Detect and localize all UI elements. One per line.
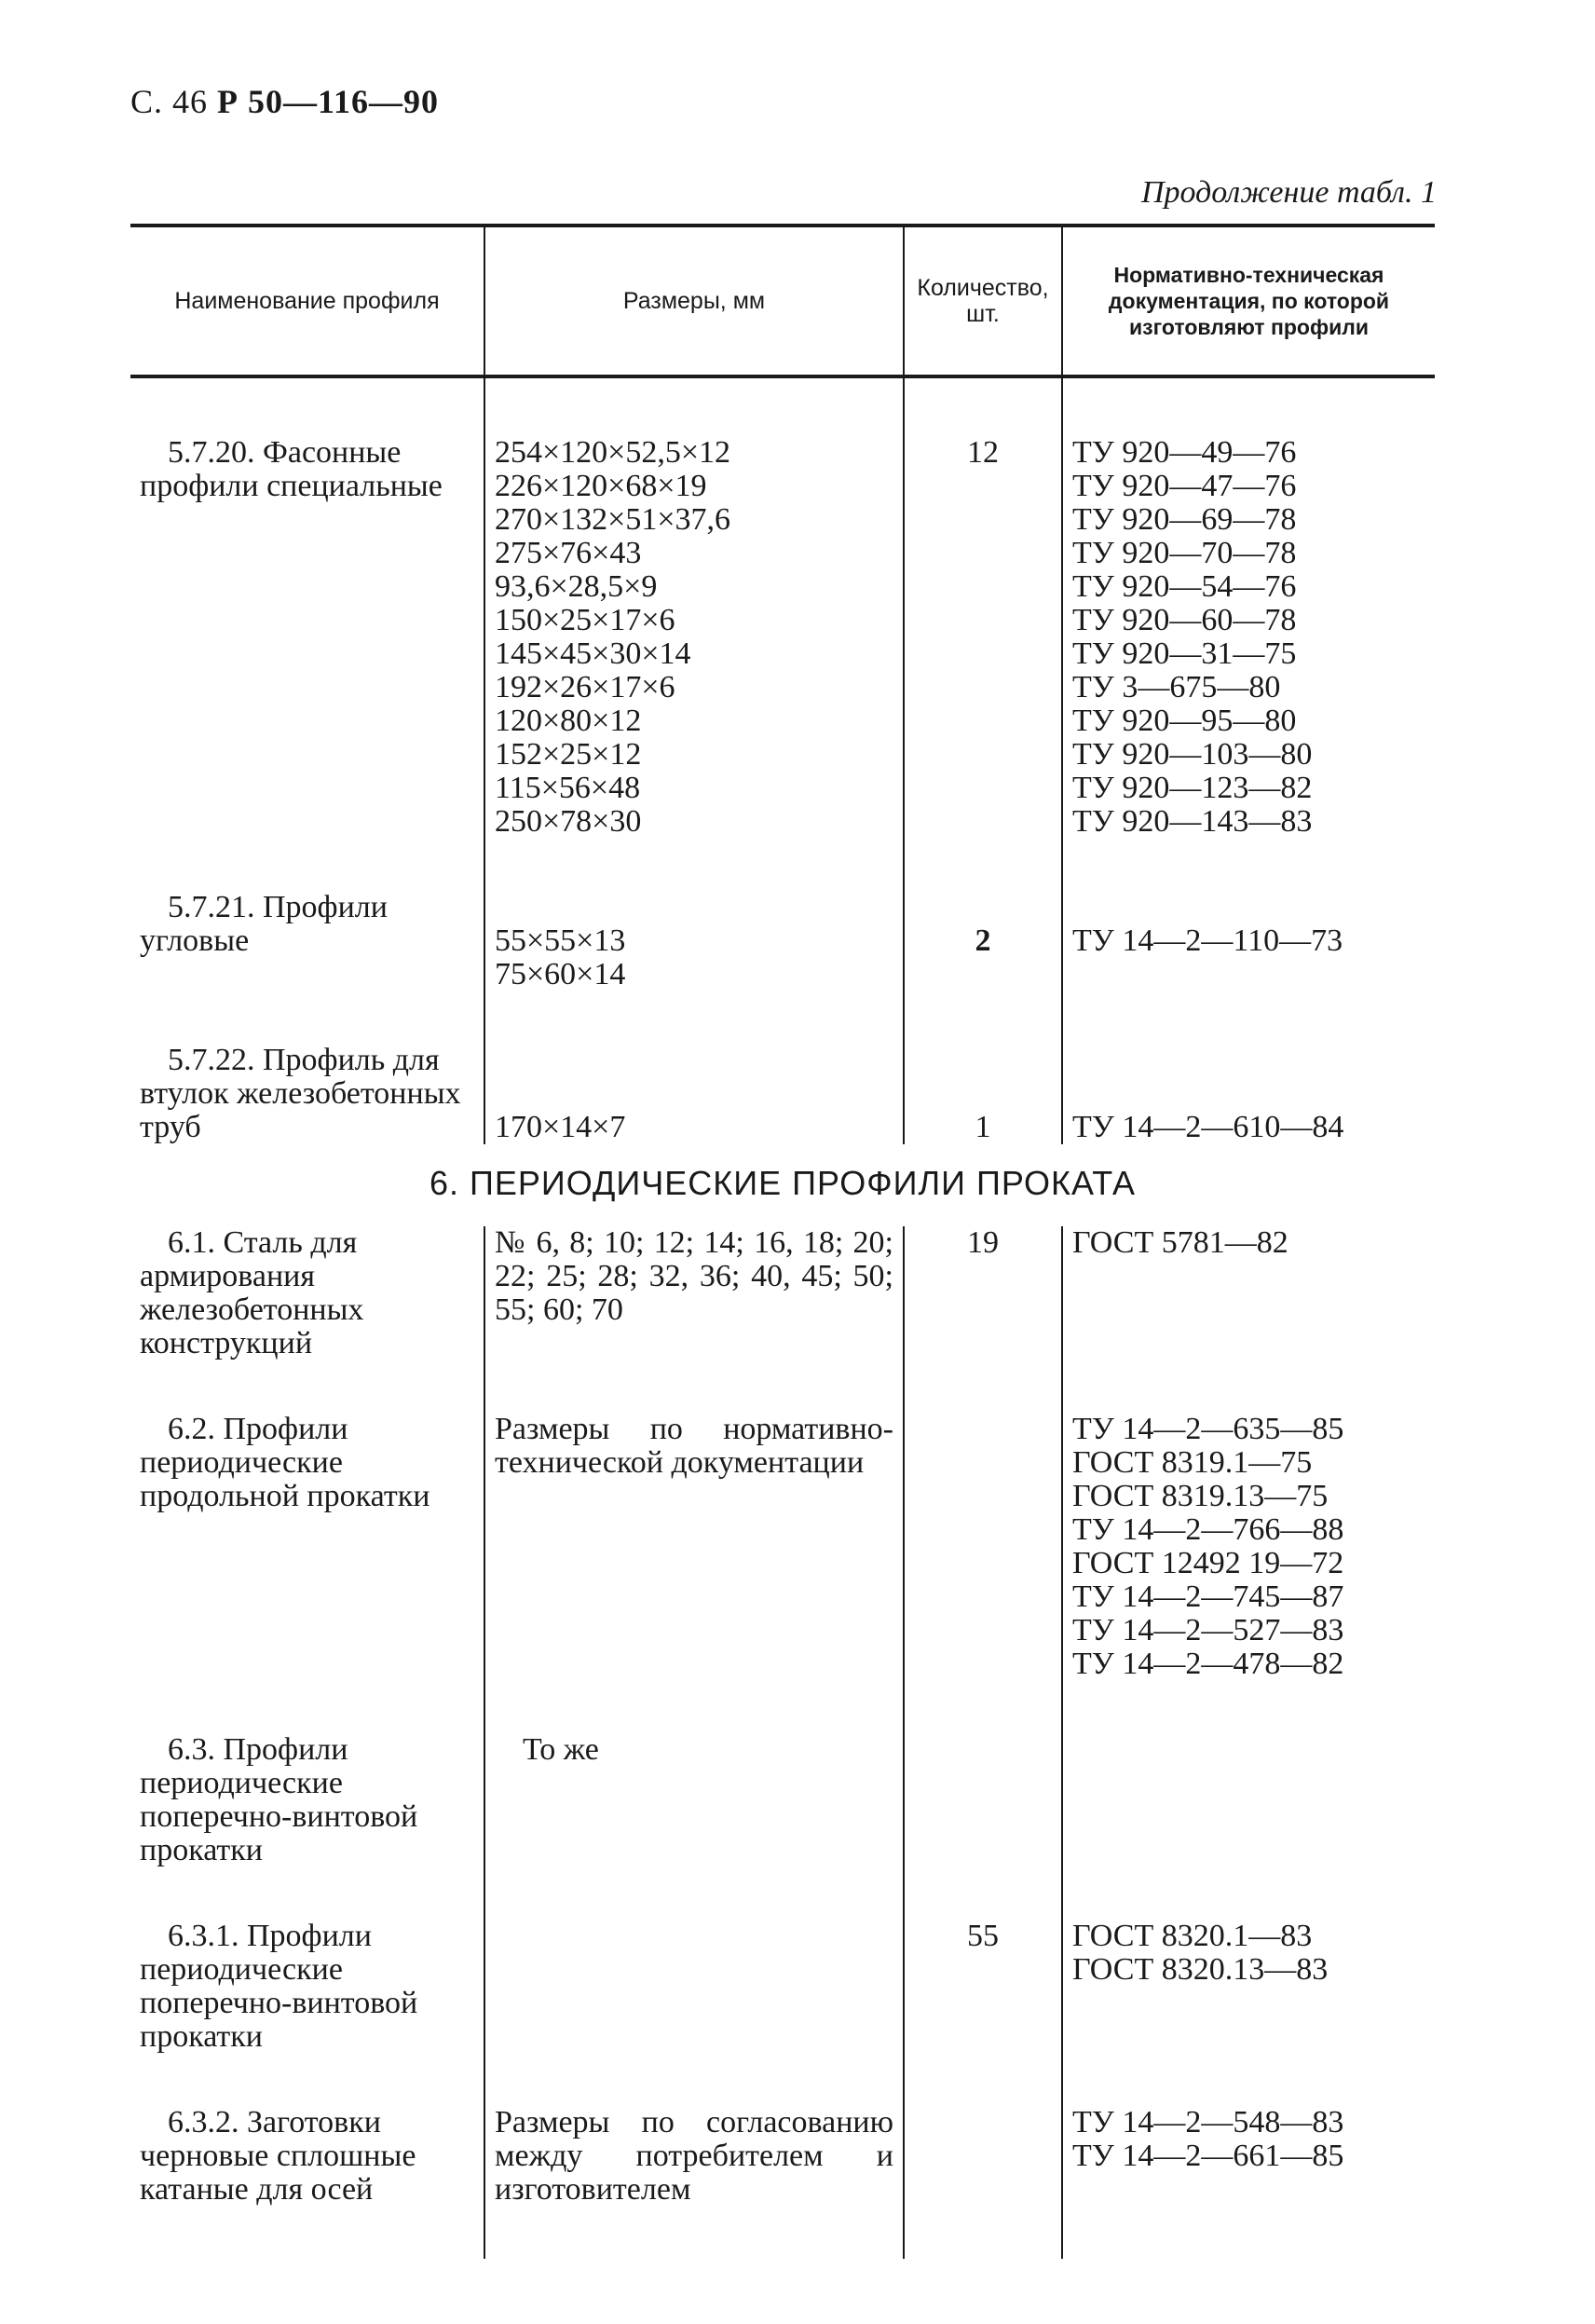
- sizes-text: Размеры по согласованию между потребителем и изготовителем: [495, 2105, 893, 2207]
- list-line: ТУ 920—103—80: [1072, 737, 1313, 772]
- profile-name: 6.3. Профили периодические поперечно-винтовой прокатки: [140, 1732, 418, 1867]
- docs-list: [1072, 2106, 1425, 2173]
- list-line: ТУ 14—2—110—73: [1072, 923, 1343, 958]
- list-line: 270×132×51×37,6: [495, 502, 731, 537]
- list-line: ТУ 920—70—78: [1072, 536, 1297, 570]
- list-line: ГОСТ 8320.1—83: [1072, 1919, 1313, 1953]
- list-line: 55×55×13: [495, 923, 626, 958]
- docs-list: [1072, 1413, 1425, 1681]
- sizes-text: То же: [523, 1732, 599, 1767]
- list-line: ТУ 920—49—76: [1072, 435, 1297, 470]
- header-quantity: Количество, шт.: [904, 226, 1062, 376]
- profile-name: 6.3.1. Профили периодические поперечно-винтовой прокатки: [140, 1919, 418, 2054]
- profile-name: 6.1. Сталь для армирования железобетонных конструкций: [140, 1225, 364, 1360]
- profile-name: 6.3.2. Заготовки черновые сплошные катаные для осей: [140, 2105, 416, 2207]
- header-profile-name: Наименование профиля: [130, 226, 484, 376]
- list-line: 192×26×17×6: [495, 670, 675, 704]
- quantity: 1: [975, 1110, 991, 1144]
- docs-list: [1072, 436, 1425, 839]
- docs-list: [1072, 1920, 1425, 1987]
- table-row: [130, 1733, 1435, 1867]
- list-line: ТУ 14—2—610—84: [1072, 1110, 1344, 1144]
- list-line: ТУ 14—2—745—87: [1072, 1579, 1344, 1614]
- list-line: ТУ 920—60—78: [1072, 603, 1297, 637]
- list-line: ТУ 920—31—75: [1072, 636, 1297, 671]
- list-line: ТУ 3—675—80: [1072, 670, 1281, 704]
- section-title: 6. ПЕРИОДИЧЕСКИЕ ПРОФИЛИ ПРОКАТА: [429, 1164, 1137, 1202]
- profiles-table: [130, 224, 1435, 2259]
- list-line: ГОСТ 8319.13—75: [1072, 1479, 1329, 1513]
- page-number: С. 46: [130, 83, 209, 120]
- profile-name: 5.7.20. Фасонные профили специальные: [140, 435, 443, 503]
- table-header-row: [130, 226, 1435, 376]
- list-line: 115×56×48: [495, 771, 641, 805]
- table-continuation-note: Продолжение табл. 1: [1140, 175, 1437, 210]
- list-line: ТУ 920—47—76: [1072, 469, 1297, 503]
- list-line: ГОСТ 5781—82: [1072, 1225, 1288, 1260]
- list-line: 250×78×30: [495, 804, 642, 839]
- list-line: ТУ 14—2—635—85: [1072, 1412, 1344, 1446]
- list-line: ГОСТ 12492 19—72: [1072, 1546, 1344, 1580]
- list-line: ТУ 14—2—478—82: [1072, 1647, 1344, 1681]
- list-line: 170×14×7: [495, 1110, 626, 1144]
- list-line: 93,6×28,5×9: [495, 569, 658, 604]
- list-line: ТУ 14—2—527—83: [1072, 1613, 1344, 1647]
- table-row: [130, 1226, 1435, 1360]
- list-line: 120×80×12: [495, 704, 642, 738]
- header-documentation: Нормативно-техническая документация, по которой изготовляют профили: [1062, 226, 1435, 376]
- list-line: ТУ 920—69—78: [1072, 502, 1297, 537]
- list-line: 226×120×68×19: [495, 469, 707, 503]
- list-line: 150×25×17×6: [495, 603, 675, 637]
- docs-list: [1072, 924, 1425, 958]
- list-line: ГОСТ 8320.13—83: [1072, 1952, 1329, 1987]
- list-line: 152×25×12: [495, 737, 642, 772]
- list-line: ТУ 920—123—82: [1072, 771, 1313, 805]
- list-line: ГОСТ 8319.1—75: [1072, 1445, 1313, 1480]
- table-row: [130, 1920, 1435, 2054]
- list-line: ТУ 920—143—83: [1072, 804, 1313, 839]
- table-row: [130, 891, 1435, 991]
- list-line: ТУ 14—2—766—88: [1072, 1512, 1344, 1547]
- profile-name: 5.7.22. Профиль для втулок железобетонных труб: [140, 1043, 461, 1144]
- list-line: 275×76×43: [495, 536, 642, 570]
- profile-name: 5.7.21. Профили угловые: [140, 890, 388, 958]
- list-line: ТУ 14—2—548—83: [1072, 2105, 1344, 2139]
- header-sizes: Размеры, мм: [484, 226, 904, 376]
- docs-list: [1072, 1111, 1425, 1144]
- list-line: 75×60×14: [495, 957, 626, 991]
- docs-list: [1072, 1226, 1425, 1260]
- table-row: [130, 436, 1435, 839]
- sizes-list: [495, 1111, 893, 1144]
- table-row: [130, 1044, 1435, 1144]
- quantity: 12: [967, 435, 999, 470]
- list-line: ТУ 920—54—76: [1072, 569, 1297, 604]
- sizes-list: [495, 436, 893, 839]
- document-code: Р 50—116—90: [217, 83, 440, 120]
- sizes-list: [495, 924, 893, 991]
- section-heading-row: [130, 1144, 1435, 1226]
- quantity: 2: [975, 923, 991, 958]
- list-line: ТУ 920—95—80: [1072, 704, 1297, 738]
- profile-name: 6.2. Профили периодические продольной прокатки: [140, 1412, 430, 1513]
- table-row: [130, 2106, 1435, 2207]
- page-header: [130, 82, 439, 121]
- sizes-text: Размеры по нормативно-технической документации: [495, 1412, 893, 1480]
- list-line: ТУ 14—2—661—85: [1072, 2139, 1344, 2173]
- sizes-text: № 6, 8; 10; 12; 14; 16, 18; 20; 22; 25; 28; 32, 36; 40, 45; 50; 55; 60; 70: [495, 1225, 893, 1327]
- table-row: [130, 1413, 1435, 1681]
- quantity: 55: [967, 1919, 999, 1953]
- list-line: 145×45×30×14: [495, 636, 691, 671]
- quantity: 19: [967, 1225, 999, 1260]
- list-line: 254×120×52,5×12: [495, 435, 731, 470]
